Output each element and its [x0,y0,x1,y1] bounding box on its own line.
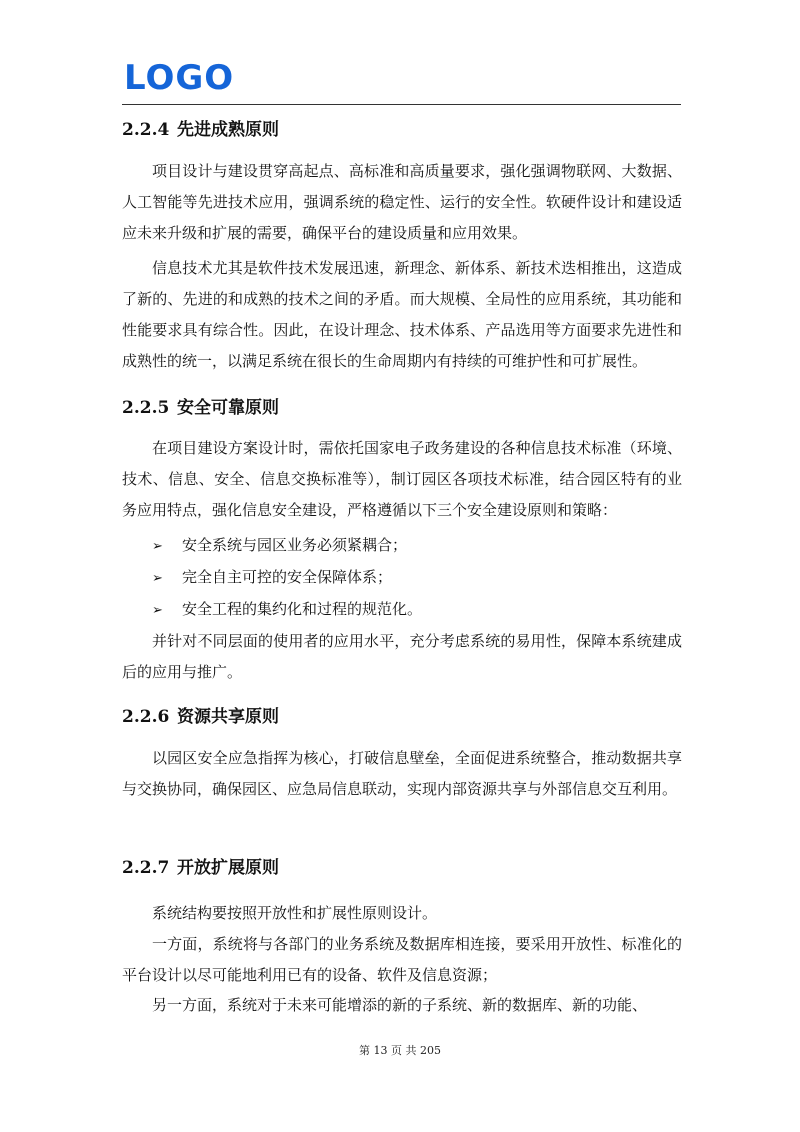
section-title: 先进成熟原则 [177,120,279,140]
paragraph: 并针对不同层面的使用者的应用水平，充分考虑系统的易用性，保障本系统建成后的应用与推广。 [122,632,682,681]
section-heading-2-2-4 [122,118,279,142]
logo: LOGO [124,58,235,98]
section-heading-2-2-7 [122,856,279,880]
section-number: 2.2.7 [122,858,170,878]
list-item [152,594,422,626]
section-number: 2.2.5 [122,398,170,418]
paragraph: 在项目建设方案设计时，需依托国家电子政务建设的各种信息技术标准（环境、技术、信息、安全、信息交换标准等），制订园区各项技术标准，结合园区特有的业务应用特点，强化信息安全建设，严格遵循以下三个安全建设原则和策略： [122,439,682,519]
paragraph: 系统结构要按照开放性和扩展性原则设计。 [152,904,438,922]
paragraph: 另一方面，系统对于未来可能增添的新的子系统、新的数据库、新的功能、 [152,996,648,1014]
section-title: 开放扩展原则 [177,858,279,878]
paragraph: 以园区安全应急指挥为核心，打破信息壁垒，全面促进系统整合，推动数据共享与交换协同，确保园区、应急局信息联动，实现内部资源共享与外部信息交互利用。 [122,749,682,798]
header-divider [122,104,681,105]
list-item-text: 安全系统与园区业务必须紧耦合； [182,536,408,554]
section-title: 资源共享原则 [177,707,279,727]
list-item [152,530,407,562]
paragraph: 信息技术尤其是软件技术发展迅速，新理念、新体系、新技术迭相推出，这造成了新的、先进的和成熟的技术之间的矛盾。而大规模、全局性的应用系统，其功能和性能要求具有综合性。因此，在设计理念、技术体系、产品选用等方面要求先进性和成熟性的统一，以满足系统在很长的生命周期内有持续的可维护性和可扩展性。 [122,259,682,370]
arrow-bullet-icon: ➢ [152,539,163,554]
section-heading-2-2-5 [122,396,279,420]
list-item [152,562,392,594]
paragraph: 项目设计与建设贯穿高起点、高标准和高质量要求，强化强调物联网、大数据、人工智能等先进技术应用，强调系统的稳定性、运行的安全性。软硬件设计和建设适应未来升级和扩展的需要，确保平台的建设质量和应用效果。 [122,162,682,242]
list-item-text: 完全自主可控的安全保障体系； [182,568,393,586]
list-item-text: 安全工程的集约化和过程的规范化。 [182,600,423,618]
arrow-bullet-icon: ➢ [152,603,163,618]
section-number: 2.2.6 [122,707,170,727]
paragraph: 一方面，系统将与各部门的业务系统及数据库相连接，要采用开放性、标准化的平台设计以尽可能地利用已有的设备、软件及信息资源； [122,935,682,984]
section-heading-2-2-6 [122,705,279,729]
section-number: 2.2.4 [122,120,170,140]
section-title: 安全可靠原则 [177,398,279,418]
arrow-bullet-icon: ➢ [152,571,163,586]
page-number-footer: 第 13 页 共 205 [359,1044,441,1057]
